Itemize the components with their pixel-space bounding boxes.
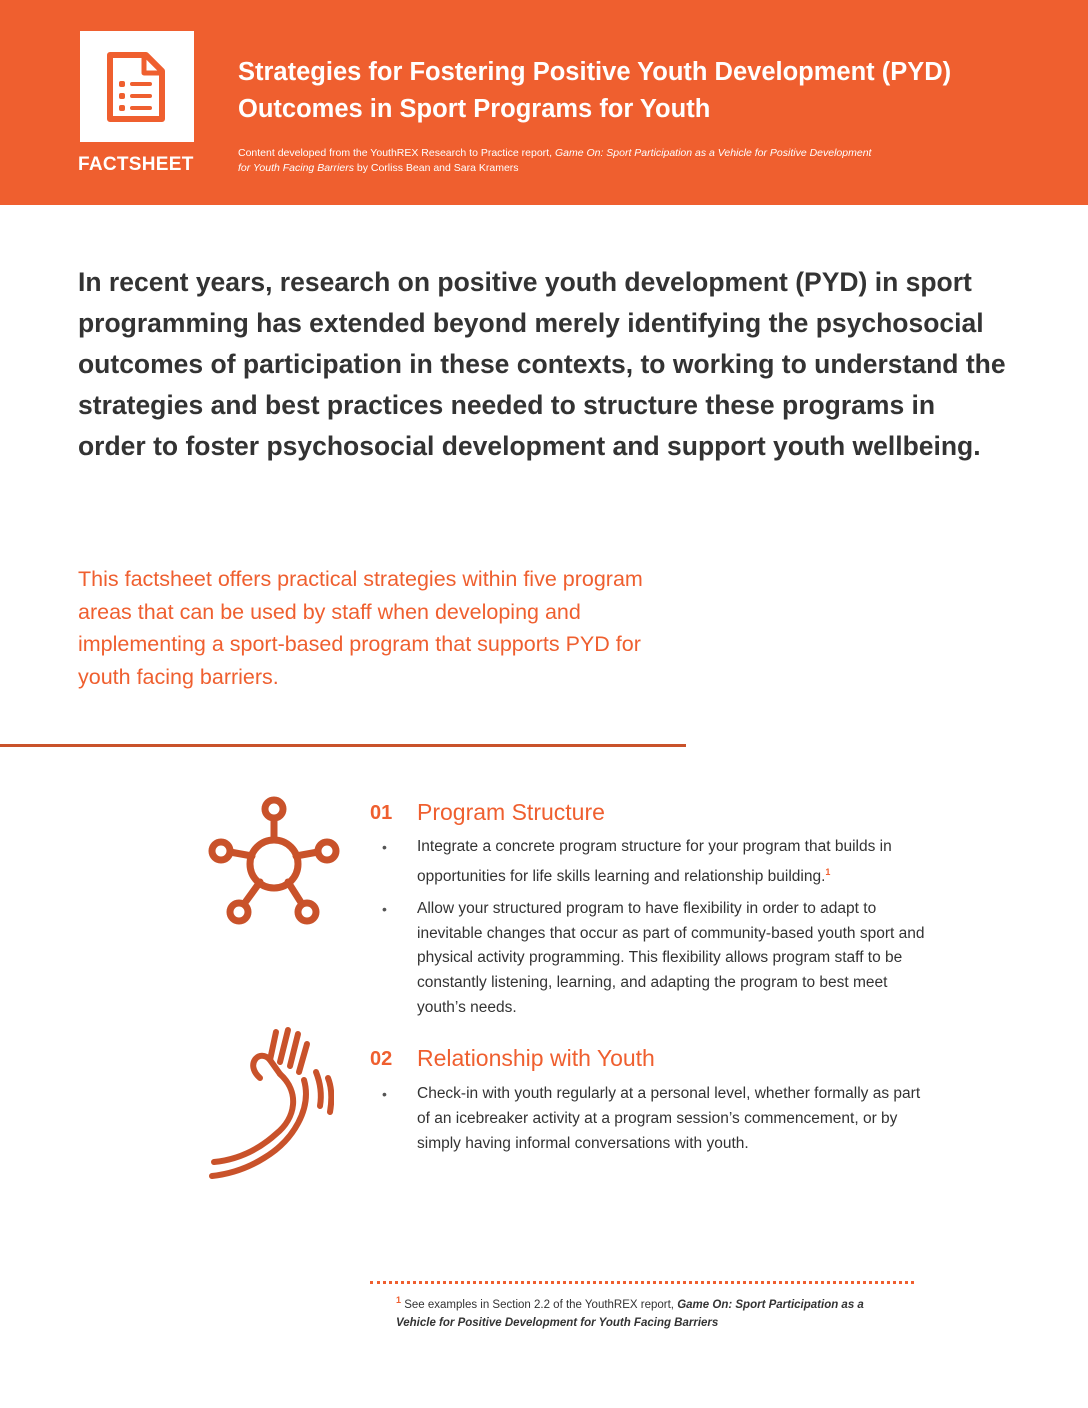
header-banner: [0, 0, 1088, 205]
section-divider: [0, 744, 686, 747]
footnote-mark: 1: [396, 1295, 402, 1305]
footnote-prefix: See examples in Section 2.2 of the YouthREX report,: [404, 1298, 675, 1311]
footnote: [396, 1291, 896, 1332]
callout-paragraph: This factsheet offers practical strategies within five program areas that can be used by staff when developing and implementing a sport-based program that supports PYD for youth facing barriers.: [78, 567, 643, 689]
high-five-icon: [204, 1022, 334, 1182]
title-line-1: Strategies for Fostering Positive Youth Development (PYD): [238, 58, 952, 86]
list-item: [370, 1082, 930, 1156]
source-credit: [238, 146, 878, 176]
section-title: Relationship with Youth: [417, 1045, 655, 1071]
intro-paragraph: In recent years, research on positive youth development (PYD) in sport programming has extended beyond merely identifying the psychosocial outcomes of participation in these contexts, to working to understand the strategies and best practices needed to structure these programs in order to foster psychosocial development and support youth wellbeing.: [78, 267, 1006, 461]
footnote-reference[interactable]: 1: [825, 866, 831, 877]
credit-prefix: Content developed from the YouthREX Research to Practice report,: [238, 147, 553, 159]
factsheet-label: FACTSHEET: [78, 154, 194, 175]
bullet-text: Check-in with youth regularly at a personal level, whether formally as part of an icebreaker activity at a program session’s commencement, or by simply having informal conversations with youth.: [417, 1085, 921, 1152]
bullet-dot: •: [382, 839, 387, 855]
bullet-list: [370, 1082, 930, 1163]
section-number: 02: [370, 1048, 393, 1070]
footnote-report-title: Game On: Sport Participation as a Vehicle for Positive Development for Youth Facing Barriers: [396, 1298, 864, 1329]
document-list-icon: [106, 51, 168, 123]
list-item: [370, 897, 930, 1021]
bullet-dot: •: [382, 900, 387, 917]
bullet-dot: •: [382, 1086, 387, 1102]
footnote-divider: [370, 1281, 914, 1284]
page-title: [238, 54, 1038, 128]
factsheet-badge: [80, 31, 194, 142]
credit-suffix: by Corliss Bean and Sara Kramers: [356, 162, 519, 174]
bullet-list: [370, 835, 930, 1028]
bullet-text: Integrate a concrete program structure for your program that builds in opportunities for life skills learning and relationship building.: [417, 838, 892, 885]
list-item: [370, 835, 930, 890]
section-title: Program Structure: [417, 799, 605, 825]
section-number: 01: [370, 802, 393, 824]
network-hub-icon: [206, 796, 342, 928]
credit-report-title: Game On: Sport Participation as a Vehicle for Positive Development for Youth Facing Barriers: [238, 147, 872, 174]
bullet-text: Allow your structured program to have flexibility in order to adapt to inevitable changes that occur as part of community-based youth sport and physical activity programming. This flexibility allows program staff to be constantly listening, learning, and adapting the program to best meet youth’s needs.: [417, 899, 925, 1016]
title-line-2: Outcomes in Sport Programs for Youth: [238, 95, 711, 123]
